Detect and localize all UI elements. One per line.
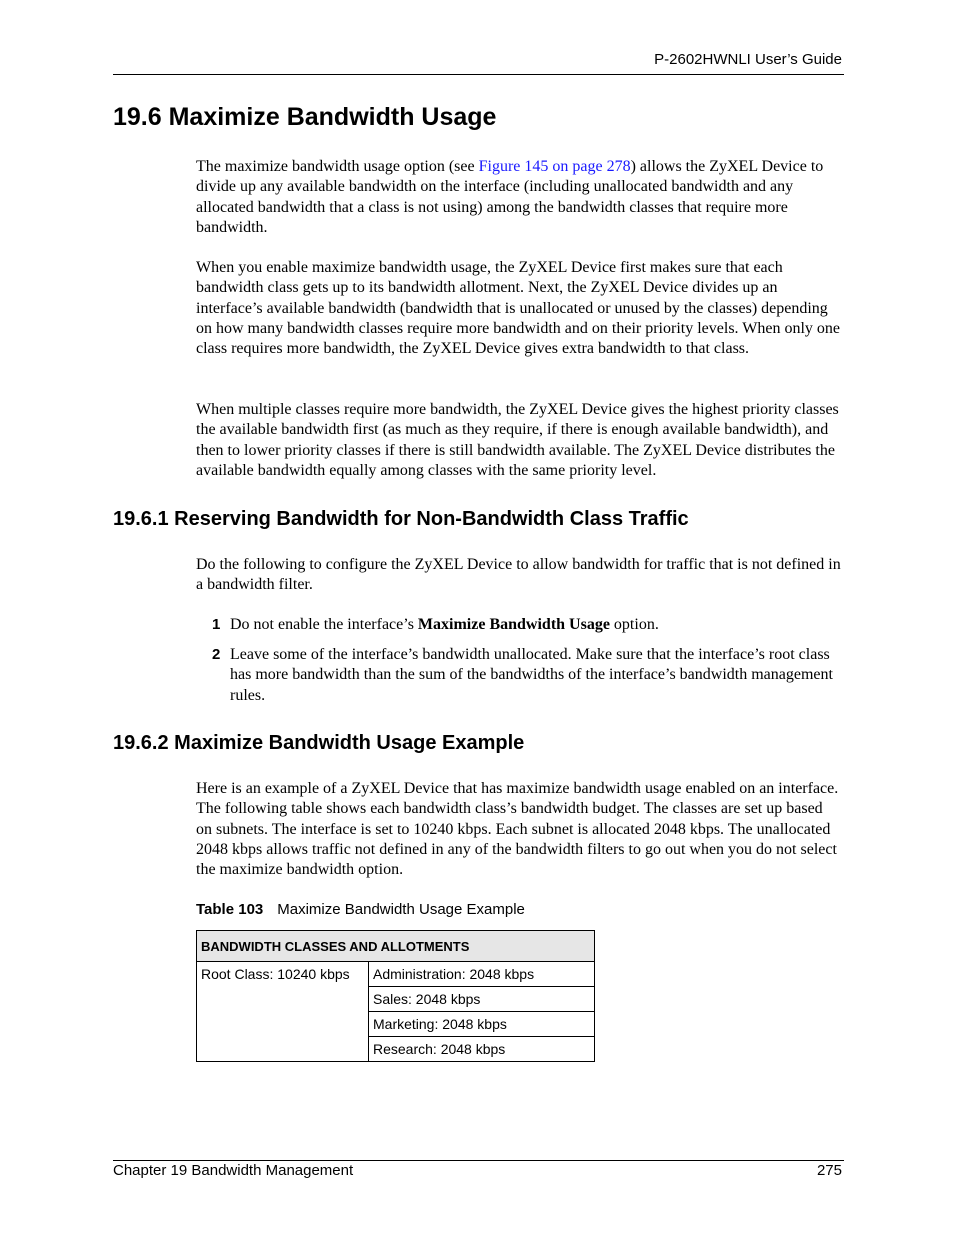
class-cell: Administration: 2048 kbps (369, 962, 595, 987)
header-rule (113, 74, 844, 75)
example-intro: Here is an example of a ZyXEL Device that has maximize bandwidth usage enabled on an interface. The following table shows each bandwidth class’s bandwidth budget. The classes are set up based on subnets. The interface is set to 10240 kbps. Each subnet is allocated 2048 kbps. The unallocated 2048 kbps allows traffic not defined in any of the bandwidth filters to go out when you do not select the maximize bandwidth option. (196, 780, 839, 879)
reserving-intro: Do the following to configure the ZyXEL Device to allow bandwidth for traffic that is not defined in a bandwidth filter. (196, 556, 841, 594)
step-item-1 (196, 615, 841, 635)
table-caption-text: Maximize Bandwidth Usage Example (277, 901, 525, 918)
bandwidth-table (196, 930, 595, 1062)
footer-chapter: Chapter 19 Bandwidth Management (113, 1162, 354, 1179)
step-number: 1 (212, 616, 221, 633)
section-paragraph-3: When multiple classes require more bandwidth, the ZyXEL Device gives the highest priority classes the available bandwidth first (as much as they require, if there is enough available bandwidth), and then to lower priority classes if there is still bandwidth available. The ZyXEL Device distributes the available bandwidth equally among classes with the same priority level. (196, 401, 839, 479)
table-row (197, 962, 595, 987)
footer-rule (113, 1160, 844, 1161)
table-header: BANDWIDTH CLASSES AND ALLOTMENTS (197, 931, 595, 962)
paragraph-text: ) allows the ZyXEL Device to divide up any available bandwidth on the interface (including unallocated bandwidth and any allocated bandwidth that a class is not using) among the bandwidth classes that require more bandwidth. (196, 158, 824, 236)
step-ui-label: Maximize Bandwidth Usage (417, 616, 610, 633)
table-header-row (197, 931, 595, 962)
step-text: Leave some of the interface’s bandwidth unallocated. Make sure that the interface’s root class has more bandwidth than the sum of the bandwidths of the interface’s bandwidth management rules. (230, 646, 833, 704)
table-caption (196, 901, 525, 918)
step-text-part: option. (609, 616, 659, 633)
page-number: 275 (816, 1162, 842, 1179)
subsection-title-reserving: 19.6.1 Reserving Bandwidth for Non-Bandwidth Class Traffic (113, 508, 689, 530)
step-text (230, 615, 841, 635)
table-caption-label: Table 103 (196, 901, 264, 918)
step-item-2 (196, 645, 841, 706)
section-paragraph-2: When you enable maximize bandwidth usage, the ZyXEL Device first makes sure that each bandwidth class gets up to its bandwidth allotment. Next, the ZyXEL Device divides up an interface’s available bandwidth (bandwidth that is unallocated or unused by the classes) depending on how many bandwidth classes require more bandwidth and on their priority levels. When only one class requires more bandwidth, the ZyXEL Device gives extra bandwidth to that class. (196, 259, 840, 358)
paragraph-text: The maximize bandwidth usage option (see (196, 158, 479, 175)
class-cell: Sales: 2048 kbps (369, 987, 595, 1012)
step-number: 2 (212, 646, 221, 663)
section-title: 19.6 Maximize Bandwidth Usage (113, 103, 497, 131)
figure-145-link[interactable]: Figure 145 on page 278 (478, 158, 631, 175)
guide-title: P-2602HWNLI User’s Guide (654, 51, 842, 68)
class-cell: Research: 2048 kbps (369, 1037, 595, 1062)
section-paragraph-1 (196, 157, 841, 238)
subsection-title-example: 19.6.2 Maximize Bandwidth Usage Example (113, 732, 525, 754)
root-class-cell: Root Class: 10240 kbps (197, 962, 369, 1062)
step-text-part: Do not enable the interface’s (230, 616, 418, 633)
class-cell: Marketing: 2048 kbps (369, 1012, 595, 1037)
